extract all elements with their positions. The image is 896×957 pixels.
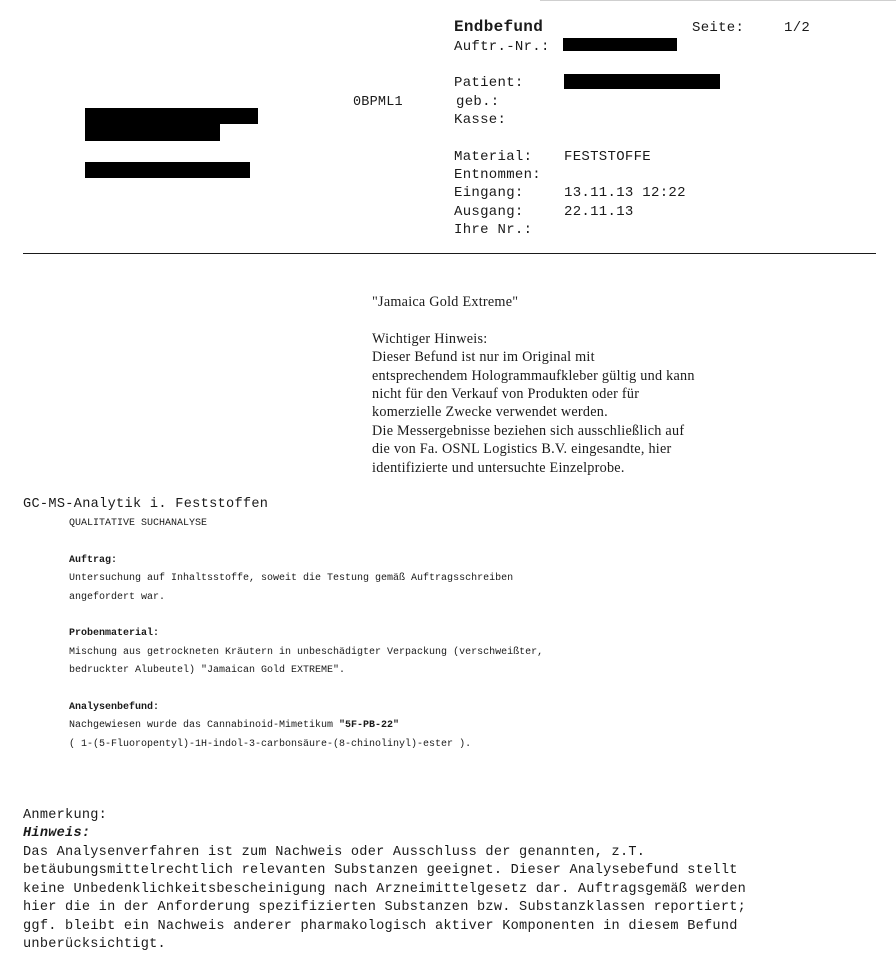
order-number-label: Auftr.-Nr.:	[454, 39, 550, 55]
report-title: Endbefund	[454, 18, 544, 36]
remark-line: keine Unbedenklichkeitsbescheinigung nach Arzneimittelgesetz dar. Auftragsgemäß werden	[23, 882, 747, 897]
finding-line-2: ( 1-(5-Fluoropentyl)-1H-indol-3-carbonsäure-(8-chinolinyl)-ester ).	[69, 739, 472, 750]
issued-value: 22.11.13	[564, 204, 634, 220]
redacted-address-line-3	[85, 162, 250, 178]
birthdate-label: geb.:	[456, 94, 500, 110]
analysis-subtitle: QUALITATIVE SUCHANALYSE	[69, 518, 208, 529]
remark-line: Das Analysenverfahren ist zum Nachweis oder Ausschluss der genannten, z.T.	[23, 845, 646, 860]
notice-line: Dieser Befund ist nur im Original mit	[372, 349, 595, 365]
page-number: 1/2	[784, 20, 811, 36]
issued-label: Ausgang:	[454, 204, 524, 220]
redacted-patient-name	[564, 74, 720, 89]
received-label: Eingang:	[454, 185, 524, 201]
notice-line: identifizierte und untersuchte Einzelprobe.	[372, 460, 625, 476]
finding-heading: Analysenbefund:	[69, 702, 160, 713]
notice-line: nicht für den Verkauf von Produkten oder für	[372, 386, 640, 402]
lab-code: 0BPML1	[353, 95, 403, 110]
notice-line: entsprechendem Hologrammaufkleber gültig und kann	[372, 368, 695, 384]
sample-line: bedruckter Alubeutel) "Jamaican Gold EXTREME".	[69, 665, 346, 676]
material-value: FESTSTOFFE	[564, 149, 652, 165]
top-border-line	[540, 0, 896, 1]
hint-heading: Hinweis:	[23, 826, 91, 841]
finding-line-1	[69, 720, 399, 731]
remark-line: unberücksichtigt.	[23, 937, 166, 952]
page-label: Seite:	[692, 20, 745, 36]
remark-heading: Anmerkung:	[23, 808, 108, 823]
redacted-address-line-2	[85, 124, 220, 141]
patient-label: Patient:	[454, 75, 524, 91]
notice-line: komerzielle Zwecke verwendet werden.	[372, 404, 608, 420]
redacted-order-number	[563, 38, 677, 51]
reference-label: Ihre Nr.:	[454, 222, 533, 238]
taken-label: Entnommen:	[454, 167, 542, 183]
notice-line: Die Messergebnisse beziehen sich ausschließlich auf	[372, 423, 685, 439]
remark-line: ggf. bleibt ein Nachweis anderer pharmakologisch aktiver Komponenten in diesem Befund	[23, 919, 738, 934]
remark-line: betäubungsmittelrechtlich relevanten Substanzen geeignet. Dieser Analysebefund stellt	[23, 863, 738, 878]
order-heading: Auftrag:	[69, 555, 118, 566]
analysis-title: GC-MS-Analytik i. Feststoffen	[23, 497, 269, 512]
finding-text: Nachgewiesen wurde das Cannabinoid-Mimetikum	[69, 720, 340, 731]
finding-substance: "5F-PB-22"	[339, 720, 400, 731]
order-line: angefordert war.	[69, 592, 166, 603]
received-value: 13.11.13 12:22	[564, 185, 686, 201]
sample-line: Mischung aus getrockneten Kräutern in unbeschädigter Verpackung (verschweißter,	[69, 647, 544, 658]
sample-heading: Probenmaterial:	[69, 628, 160, 639]
insurance-label: Kasse:	[454, 112, 507, 128]
remark-line: hier die in der Anforderung spezifizierten Substanzen bzw. Substanzklassen reportiert;	[23, 900, 747, 915]
redacted-address-line-1	[85, 108, 258, 124]
notice-line: die von Fa. OSNL Logistics B.V. eingesandte, hier	[372, 441, 672, 457]
material-label: Material:	[454, 149, 533, 165]
notice-heading: Wichtiger Hinweis:	[372, 331, 488, 347]
order-line: Untersuchung auf Inhaltsstoffe, soweit die Testung gemäß Auftragsschreiben	[69, 573, 514, 584]
header-divider	[23, 253, 876, 254]
product-name: "Jamaica Gold Extreme"	[372, 294, 519, 310]
